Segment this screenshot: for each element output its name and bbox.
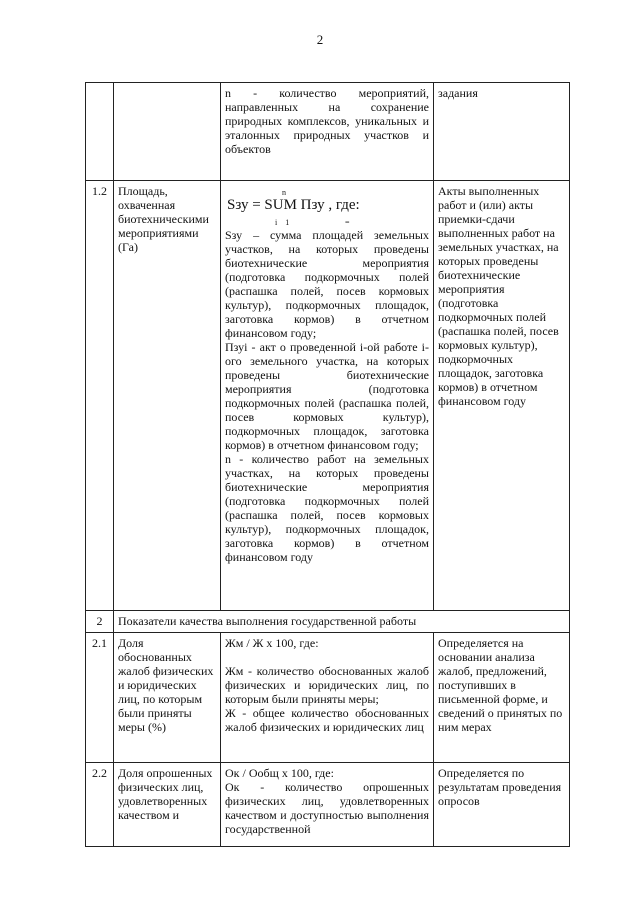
data-source: Определяется на основании анализа жалоб, предложений, поступивших в письменной форме, и сведений о принятых по ним мерах [434, 633, 570, 763]
method-paragraph: Ок - количество опрошенных физических лиц, удовлетворенных качеством и доступностью выполнения государственной [225, 780, 429, 836]
data-source: Определяется по результатам проведения опросов [434, 763, 570, 847]
method-paragraph: n - количество работ на земельных участках, на которых проведены биотехнические мероприятия (подготовка подкормочных полей (распашка полей, посев кормовых культур), подкормочных площадок, заготовка кормов) в отчетном финансовом году [225, 452, 429, 564]
formula-main: Sзу = SUM Пзу , где: [227, 197, 360, 213]
table-row [86, 83, 570, 181]
table-row [86, 181, 570, 611]
method-formula: Жм / Ж х 100, где: [225, 636, 319, 650]
page-number: 2 [316, 32, 324, 47]
row-number: 2.1 [86, 633, 114, 763]
indicator-name: Площадь, охваченная биотехническими мероприятиями (Га) [114, 181, 221, 611]
section-title: Показатели качества выполнения государственной работы [114, 611, 570, 633]
calculation-method [221, 633, 434, 763]
indicator-name [114, 83, 221, 181]
formula-subscript-2: = [345, 218, 350, 227]
row-number: 2.2 [86, 763, 114, 847]
indicator-name: Доля обоснованных жалоб физических и юридических лиц, по которым были приняты меры (%) [114, 633, 221, 763]
method-paragraph: Пзуi - акт о проведенной i-ой работе i-ого земельного участка, на которых проведены биотехнические мероприятия (подготовка подкормочных полей (распашка полей, посев кормовых культур), подкормочных площадок, заготовка кормов) в отчетном финансовом году; [225, 340, 429, 452]
table-row [86, 763, 570, 847]
calculation-method [221, 181, 434, 611]
formula [225, 186, 429, 226]
method-paragraph: n - количество мероприятий, направленных на сохранение природных комплексов, уникальных и эталонных природных участков и объектов [225, 86, 429, 156]
calculation-method [221, 83, 434, 181]
calculation-method [221, 763, 434, 847]
method-paragraph: Ж - общее количество обоснованных жалоб физических и юридических лиц [225, 706, 429, 734]
data-source: задания [434, 83, 570, 181]
data-source: Акты выполненных работ и (или) акты приемки-сдачи выполненных работ на земельных участках, на которых проведены биотехнические мероприятия (подготовка подкормочных полей (распашка полей, посев кормовых культур), подкормочных площадок, заготовка кормов) в отчетном финансовом году [434, 181, 570, 611]
section-row [86, 611, 570, 633]
row-number: 1.2 [86, 181, 114, 611]
method-paragraph: Sзу – сумма площадей земельных участков, на которых проведены биотехнические мероприятия (подготовка подкормочных полей (распашка полей, посев кормовых культур), подкормочных площадок, заготовка кормов) в отчетном финансовом году; [225, 228, 429, 340]
formula-subscript: i 1 [275, 218, 293, 227]
formula-superscript: n [282, 188, 286, 197]
table-row [86, 633, 570, 763]
indicators-table [85, 82, 570, 847]
row-number [86, 83, 114, 181]
method-formula: Ок / Ообщ х 100, где: [225, 766, 334, 780]
section-number: 2 [86, 611, 114, 633]
indicator-name: Доля опрошенных физических лиц, удовлетворенных качеством и [114, 763, 221, 847]
method-paragraph: Жм - количество обоснованных жалоб физических и юридических лиц, по которым были приняты меры; [225, 664, 429, 706]
